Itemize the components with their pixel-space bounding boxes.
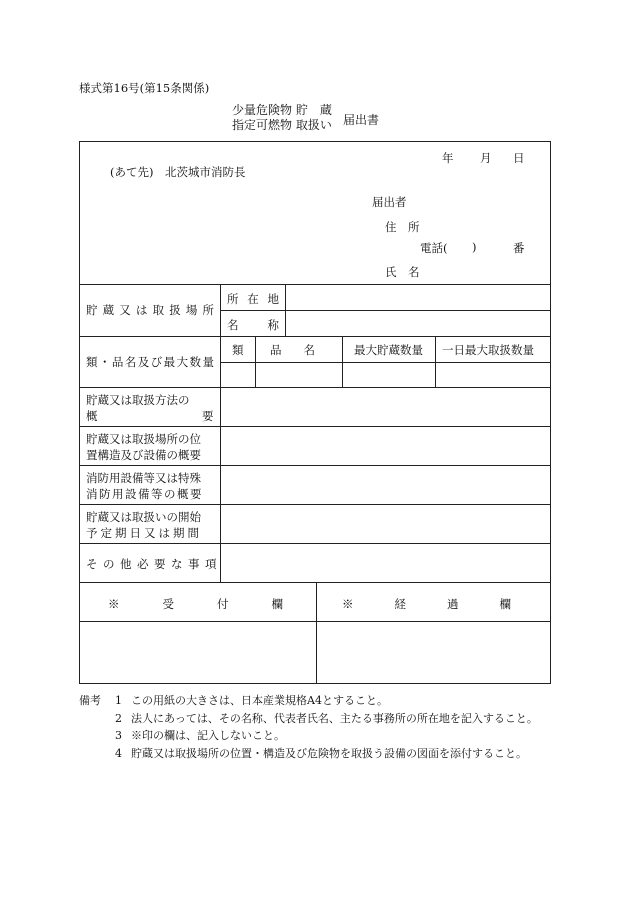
year-label: 年 <box>442 151 454 165</box>
col-max-daily: 一日最大取扱数量 <box>442 343 534 357</box>
note-1: この用紙の大きさは、日本産業規格A4とすること。 <box>131 694 388 707</box>
phone-suffix: 番 <box>513 241 525 255</box>
type-quantity-label: 類 ・ 品 名 及 び 最 大 数 量 <box>86 355 214 369</box>
progress-column-label: ※経過欄 <box>342 597 552 611</box>
title-suffix: 届出書 <box>343 113 380 127</box>
col-item: 品 名 <box>270 343 337 357</box>
title-line-2: 指定可燃物 取扱い <box>232 118 332 132</box>
title-line-1: 少量危険物 貯 蔵 <box>232 103 332 117</box>
fire-equipment-label-2: 消防用設備等の概要 <box>86 487 203 501</box>
other-matters-label: その他必要な事項 <box>86 557 222 571</box>
month-label: 月 <box>480 151 492 165</box>
notes-lead: 備考 <box>79 694 101 707</box>
storage-location-label: 貯 蔵 又 は 取 扱 場 所 <box>86 303 214 317</box>
notes: 備考 1 この用紙の大きさは、日本産業規格A4とすること。 2 法人にあっては、その名称、代表者氏名、主たる事務所の所在地を記入すること。 3 ※印の欄は、記入しないこと。 4 貯蔵又は取扱場所の位置・構造及び危険物を取扱う設備の図面を添付すること。 <box>79 692 538 762</box>
addressee: (あて先) 北茨城市消防長 <box>110 165 246 179</box>
structure-label-1: 貯蔵又は取扱場所の位 <box>86 432 201 446</box>
name-label: 氏 名 <box>385 265 420 279</box>
applicant-label: 届出者 <box>372 195 407 209</box>
period-label-2: 予定期日又は期間 <box>86 526 202 540</box>
period-label-1: 貯蔵又は取扱いの開始 <box>86 510 201 524</box>
form-table: 年 月 日 (あて先) 北茨城市消防長 届出者 住 所 電話( ) 番 氏 名 貯 蔵 又 は 取 扱 場 所 所 在 地 名 称 類 ・ 品 名 及 び 最 大 数 量 類 品 名 最大貯蔵数量 一日最大取扱数量 貯蔵又は取扱方法の 概 要 貯蔵又は取扱場所の位 置構造及び設備の概要 消防用設備等又は特殊 消防用設備等の概要 貯蔵又は取扱いの開始 予定期日又は期間 その他必要な事項 ※受付欄 ※経過欄 <box>79 141 551 684</box>
form-number: 様式第16号(第15条関係) <box>79 81 210 95</box>
phone-label: 電話( <box>420 241 448 255</box>
location-name-label: 名 称 <box>227 318 279 332</box>
note-3: ※印の欄は、記入しないこと。 <box>131 729 285 742</box>
reception-column-label: ※受付欄 <box>108 597 326 611</box>
note-2: 法人にあっては、その名称、代表者氏名、主たる事務所の所在地を記入すること。 <box>131 711 538 725</box>
fire-equipment-label-1: 消防用設備等又は特殊 <box>86 471 201 485</box>
form-title <box>232 103 332 133</box>
col-class: 類 <box>232 343 244 357</box>
method-label-1: 貯蔵又は取扱方法の <box>86 393 190 407</box>
phone-paren: ) <box>472 240 477 254</box>
day-label: 日 <box>513 151 525 165</box>
structure-label-2: 置構造及び設備の概要 <box>86 448 201 462</box>
address-label: 住 所 <box>385 220 420 234</box>
note-4: 貯蔵又は取扱場所の位置・構造及び危険物を取扱う設備の図面を添付すること。 <box>131 746 527 760</box>
col-max-storage: 最大貯蔵数量 <box>354 343 423 357</box>
location-address-label: 所 在 地 <box>227 292 279 306</box>
